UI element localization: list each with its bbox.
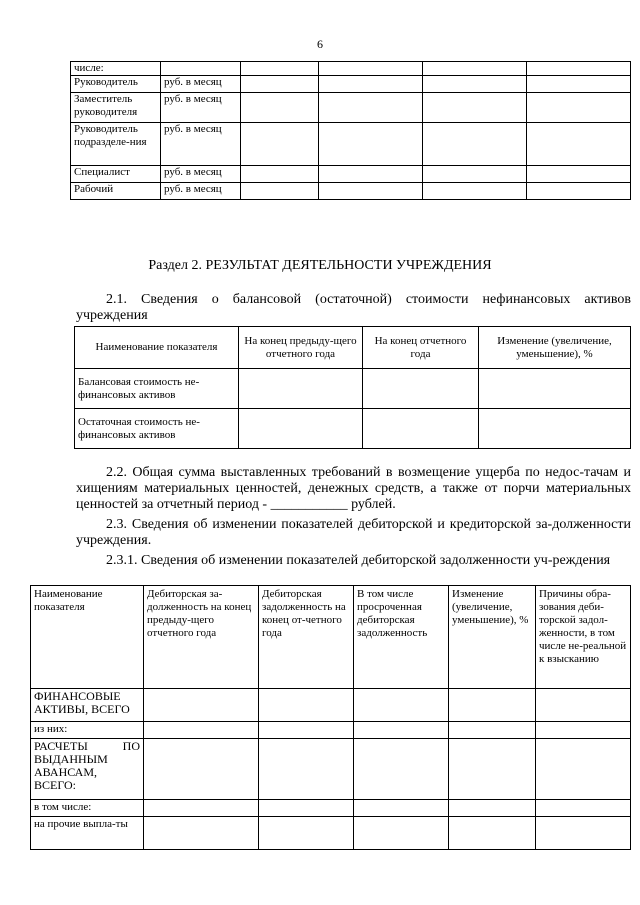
receivables-table bbox=[30, 585, 631, 850]
table-cell bbox=[354, 800, 449, 817]
table-cell bbox=[319, 166, 423, 183]
table-cell bbox=[536, 689, 631, 722]
table-cell bbox=[259, 689, 354, 722]
staff-row-name: Руководитель подразделе-ния bbox=[71, 123, 161, 166]
table-row bbox=[71, 62, 631, 76]
table-cell bbox=[449, 689, 536, 722]
column-header: Изменение (увеличение, уменьшение), % bbox=[449, 586, 536, 689]
column-header: Дебиторская за-долженность на конец предыду-щего отчетного года bbox=[144, 586, 259, 689]
staff-row-unit: руб. в месяц bbox=[161, 123, 241, 166]
table-cell bbox=[259, 722, 354, 739]
staff-row-unit: руб. в месяц bbox=[161, 183, 241, 200]
table-cell bbox=[479, 409, 631, 449]
table-row bbox=[71, 166, 631, 183]
table-cell bbox=[144, 817, 259, 850]
table-cell bbox=[527, 93, 631, 123]
staff-row-unit bbox=[161, 62, 241, 76]
table-row bbox=[71, 93, 631, 123]
table-cell bbox=[241, 166, 319, 183]
paragraph-2-2: 2.2. Общая сумма выставленных требований в возмещение ущерба по недос-тачам и хищениям материальных ценностей, денежных средств, а также от порчи материальных ценностей за отчетный период - ___________ рублей. bbox=[76, 465, 631, 512]
section-title: Раздел 2. РЕЗУЛЬТАТ ДЕЯТЕЛЬНОСТИ УЧРЕЖДЕНИЯ bbox=[148, 258, 492, 273]
column-header: Наименование показателя bbox=[31, 586, 144, 689]
staff-row-unit: руб. в месяц bbox=[161, 76, 241, 93]
table-cell bbox=[144, 800, 259, 817]
column-header: Изменение (увеличение, уменьшение), % bbox=[479, 327, 631, 369]
row-label: РАСЧЕТЫ ПО ВЫДАННЫМ АВАНСАМ, ВСЕГО: bbox=[31, 739, 144, 800]
table-cell bbox=[354, 722, 449, 739]
table-cell bbox=[527, 123, 631, 166]
column-header: На конец предыду-щего отчетного года bbox=[239, 327, 363, 369]
table-cell bbox=[449, 722, 536, 739]
table-cell bbox=[527, 62, 631, 76]
non-financial-assets-table bbox=[74, 326, 631, 449]
table-cell bbox=[319, 76, 423, 93]
table-cell bbox=[363, 369, 479, 409]
staff-row-name: Специалист bbox=[71, 166, 161, 183]
table-cell bbox=[241, 76, 319, 93]
table-cell bbox=[241, 123, 319, 166]
row-label: ФИНАНСОВЫЕ АКТИВЫ, ВСЕГО bbox=[31, 689, 144, 722]
column-header: На конец отчетного года bbox=[363, 327, 479, 369]
table-cell bbox=[239, 409, 363, 449]
staff-row-name: числе: bbox=[71, 62, 161, 76]
table-row bbox=[31, 817, 631, 850]
table-cell bbox=[536, 722, 631, 739]
table-row bbox=[71, 123, 631, 166]
table-row bbox=[71, 183, 631, 200]
table-cell bbox=[479, 369, 631, 409]
staff-row-unit: руб. в месяц bbox=[161, 166, 241, 183]
table-row bbox=[75, 369, 631, 409]
staff-row-name: Руководитель bbox=[71, 76, 161, 93]
staff-row-name: Заместитель руководителя bbox=[71, 93, 161, 123]
staff-salary-table bbox=[70, 61, 631, 200]
table-cell bbox=[536, 817, 631, 850]
table-row bbox=[75, 409, 631, 449]
table-cell bbox=[241, 62, 319, 76]
row-label: в том числе: bbox=[31, 800, 144, 817]
table-row bbox=[31, 722, 631, 739]
table-cell bbox=[259, 800, 354, 817]
staff-row-name: Рабочий bbox=[71, 183, 161, 200]
table-cell bbox=[527, 76, 631, 93]
table-cell bbox=[259, 739, 354, 800]
row-label: на прочие выпла-ты bbox=[31, 817, 144, 850]
table-cell bbox=[423, 62, 527, 76]
table-cell bbox=[449, 817, 536, 850]
table-cell bbox=[354, 817, 449, 850]
column-header: Наименование показателя bbox=[75, 327, 239, 369]
table-cell bbox=[423, 123, 527, 166]
table-row bbox=[31, 800, 631, 817]
table-cell bbox=[319, 93, 423, 123]
row-label: Остаточная стоимость не-финансовых активов bbox=[75, 409, 239, 449]
table-cell bbox=[144, 739, 259, 800]
table-cell bbox=[241, 183, 319, 200]
paragraph-2-3-1: 2.3.1. Сведения об изменении показателей дебиторской задолженности уч-реждения bbox=[106, 553, 611, 568]
table-cell bbox=[259, 817, 354, 850]
table-cell bbox=[319, 183, 423, 200]
table-row bbox=[71, 76, 631, 93]
table-header-row bbox=[31, 586, 631, 689]
table-cell bbox=[144, 722, 259, 739]
column-header: Дебиторская задолженность на конец от-четного года bbox=[259, 586, 354, 689]
table-cell bbox=[449, 800, 536, 817]
table-cell bbox=[144, 689, 259, 722]
table-cell bbox=[354, 739, 449, 800]
staff-row-unit: руб. в месяц bbox=[161, 93, 241, 123]
table-cell bbox=[319, 62, 423, 76]
row-label: Балансовая стоимость не-финансовых активов bbox=[75, 369, 239, 409]
table-cell bbox=[423, 76, 527, 93]
table-cell bbox=[241, 93, 319, 123]
paragraph-2-3: 2.3. Сведения об изменении показателей дебиторской и кредиторской за-долженности учреждения. bbox=[76, 517, 631, 548]
table-row bbox=[31, 739, 631, 800]
table-cell bbox=[527, 183, 631, 200]
table-cell bbox=[239, 369, 363, 409]
table-cell bbox=[423, 166, 527, 183]
page-number: 6 bbox=[317, 37, 323, 51]
paragraph-2-1: 2.1. Сведения о балансовой (остаточной) стоимости нефинансовых активов учреждения bbox=[76, 292, 631, 323]
table-cell bbox=[536, 739, 631, 800]
table-cell bbox=[423, 93, 527, 123]
table-cell bbox=[319, 123, 423, 166]
table-cell bbox=[527, 166, 631, 183]
table-cell bbox=[536, 800, 631, 817]
column-header: В том числе просроченная дебиторская задолженность bbox=[354, 586, 449, 689]
table-cell bbox=[423, 183, 527, 200]
row-label: из них: bbox=[31, 722, 144, 739]
table-cell bbox=[363, 409, 479, 449]
table-cell bbox=[354, 689, 449, 722]
column-header: Причины обра-зования деби-торской задол-женности, в том числе не-реальной к взысканию bbox=[536, 586, 631, 689]
table-header-row bbox=[75, 327, 631, 369]
table-cell bbox=[449, 739, 536, 800]
table-row bbox=[31, 689, 631, 722]
